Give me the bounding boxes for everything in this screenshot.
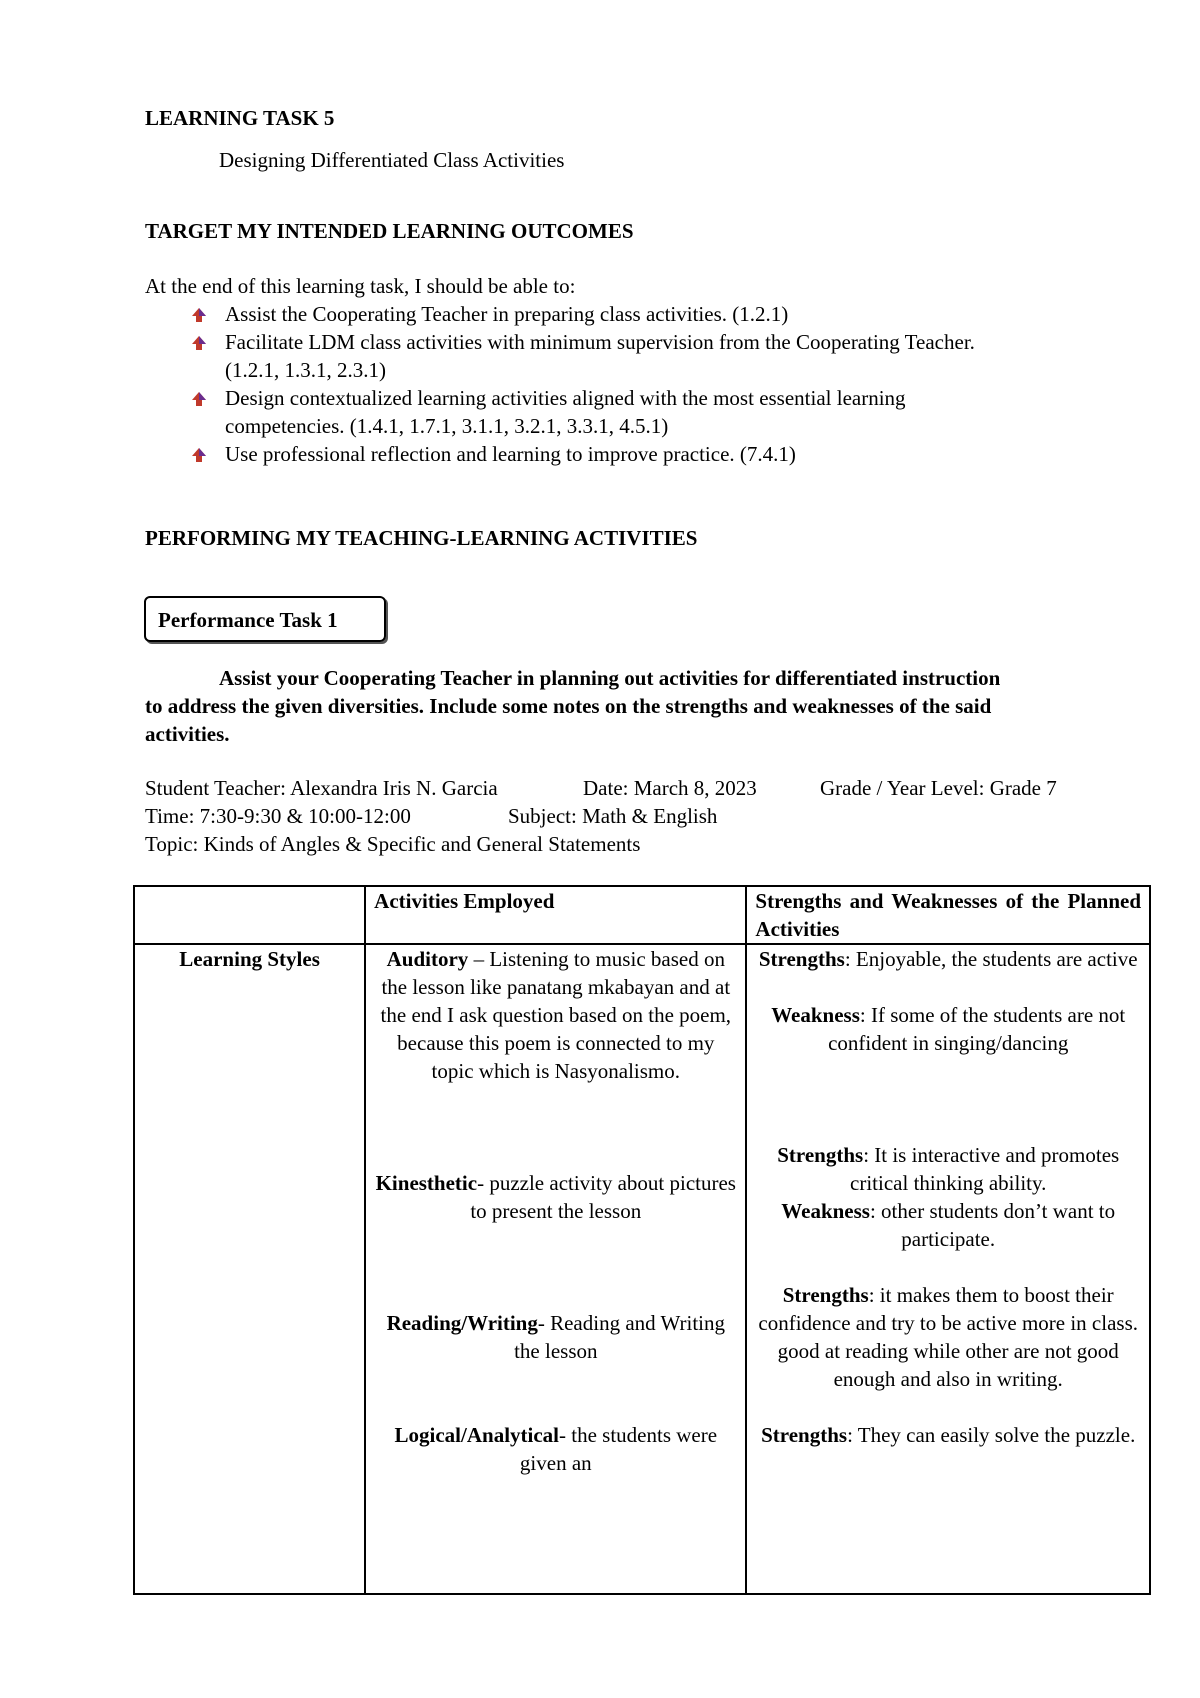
activity-reading-writing: Reading/Writing- Reading and Writing the lesson xyxy=(386,1311,726,1363)
task-title: LEARNING TASK 5 xyxy=(145,106,335,130)
note-logical-strength: Strengths: They can easily solve the puzzle. xyxy=(761,1423,1136,1447)
arrow-bullet-icon xyxy=(190,390,208,408)
activity-kinesthetic: Kinesthetic- puzzle activity about pictures to present the lesson xyxy=(375,1171,736,1223)
note-reading-extra: good at reading while other are not good enough and also in writing. xyxy=(777,1339,1119,1391)
table-header-empty xyxy=(134,886,365,944)
outcomes-heading: TARGET MY INTENDED LEARNING OUTCOMES xyxy=(145,219,634,243)
arrow-bullet-icon xyxy=(190,334,208,352)
outcome-item-4: Use professional reflection and learning to improve practice. (7.4.1) xyxy=(225,442,796,466)
outcome-item-2: Facilitate LDM class activities with minimum supervision from the Cooperating Teacher. xyxy=(225,330,975,354)
outcome-item-2-cont: (1.2.1, 1.3.1, 2.3.1) xyxy=(225,358,386,382)
activity-auditory: Auditory – Listening to music based on the lesson like panatang mkabayan and at the end I ask question based on the poem, because this poem is connected to my topic which is Nasyonalismo. xyxy=(380,947,732,1083)
student-teacher: Student Teacher: Alexandra Iris N. Garcia xyxy=(145,776,498,800)
table-header-strengths: Strengths and Weaknesses of the Planned Activities xyxy=(746,886,1150,944)
table-header-activities: Activities Employed xyxy=(365,886,746,944)
outcomes-intro: At the end of this learning task, I should be able to: xyxy=(145,274,576,298)
table-row xyxy=(134,944,1150,1594)
note-auditory-weakness: Weakness: If some of the students are not confident in singing/dancing xyxy=(771,1003,1126,1055)
activity-logical-analytical: Logical/Analytical- the students were given an xyxy=(394,1423,718,1475)
date: Date: March 8, 2023 xyxy=(583,776,757,800)
arrow-bullet-icon xyxy=(190,306,208,324)
subject: Subject: Math & English xyxy=(508,804,718,828)
note-kinesthetic-strength: Strengths: It is interactive and promotes critical thinking ability. xyxy=(777,1143,1120,1195)
grade-level: Grade / Year Level: Grade 7 xyxy=(820,776,1057,800)
outcome-item-1: Assist the Cooperating Teacher in preparing class activities. (1.2.1) xyxy=(225,302,789,326)
instructions-line-3: activities. xyxy=(145,722,230,746)
note-auditory-strength: Strengths: Enjoyable, the students are active xyxy=(758,947,1138,971)
outcome-item-3-cont: competencies. (1.4.1, 1.7.1, 3.1.1, 3.2.1, 3.3.1, 4.5.1) xyxy=(225,414,669,438)
activities-table xyxy=(133,885,1151,1595)
note-reading-strength: Strengths: it makes them to boost their confidence and try to be active more in class. xyxy=(758,1283,1139,1335)
performance-task-box xyxy=(144,596,386,642)
task-subtitle: Designing Differentiated Class Activities xyxy=(219,148,565,172)
table-header-row xyxy=(134,886,1150,944)
instructions-line-1: Assist your Cooperating Teacher in planning out activities for differentiated instruction xyxy=(219,666,1001,690)
arrow-bullet-icon xyxy=(190,446,208,464)
activities-cell xyxy=(365,944,746,1594)
row-label-learning-styles: Learning Styles xyxy=(134,944,365,1594)
activities-heading: PERFORMING MY TEACHING-LEARNING ACTIVITIES xyxy=(145,526,698,550)
outcome-item-3: Design contextualized learning activities aligned with the most essential learning xyxy=(225,386,906,410)
time: Time: 7:30-9:30 & 10:00-12:00 xyxy=(145,804,411,828)
performance-task-label: Performance Task 1 xyxy=(158,608,338,632)
note-kinesthetic-weakness: Weakness: other students don’t want to participate. xyxy=(781,1199,1116,1251)
instructions-line-2: to address the given diversities. Include some notes on the strengths and weaknesses of the said xyxy=(145,694,992,718)
topic: Topic: Kinds of Angles & Specific and General Statements xyxy=(145,832,641,856)
strengths-cell xyxy=(746,944,1150,1594)
